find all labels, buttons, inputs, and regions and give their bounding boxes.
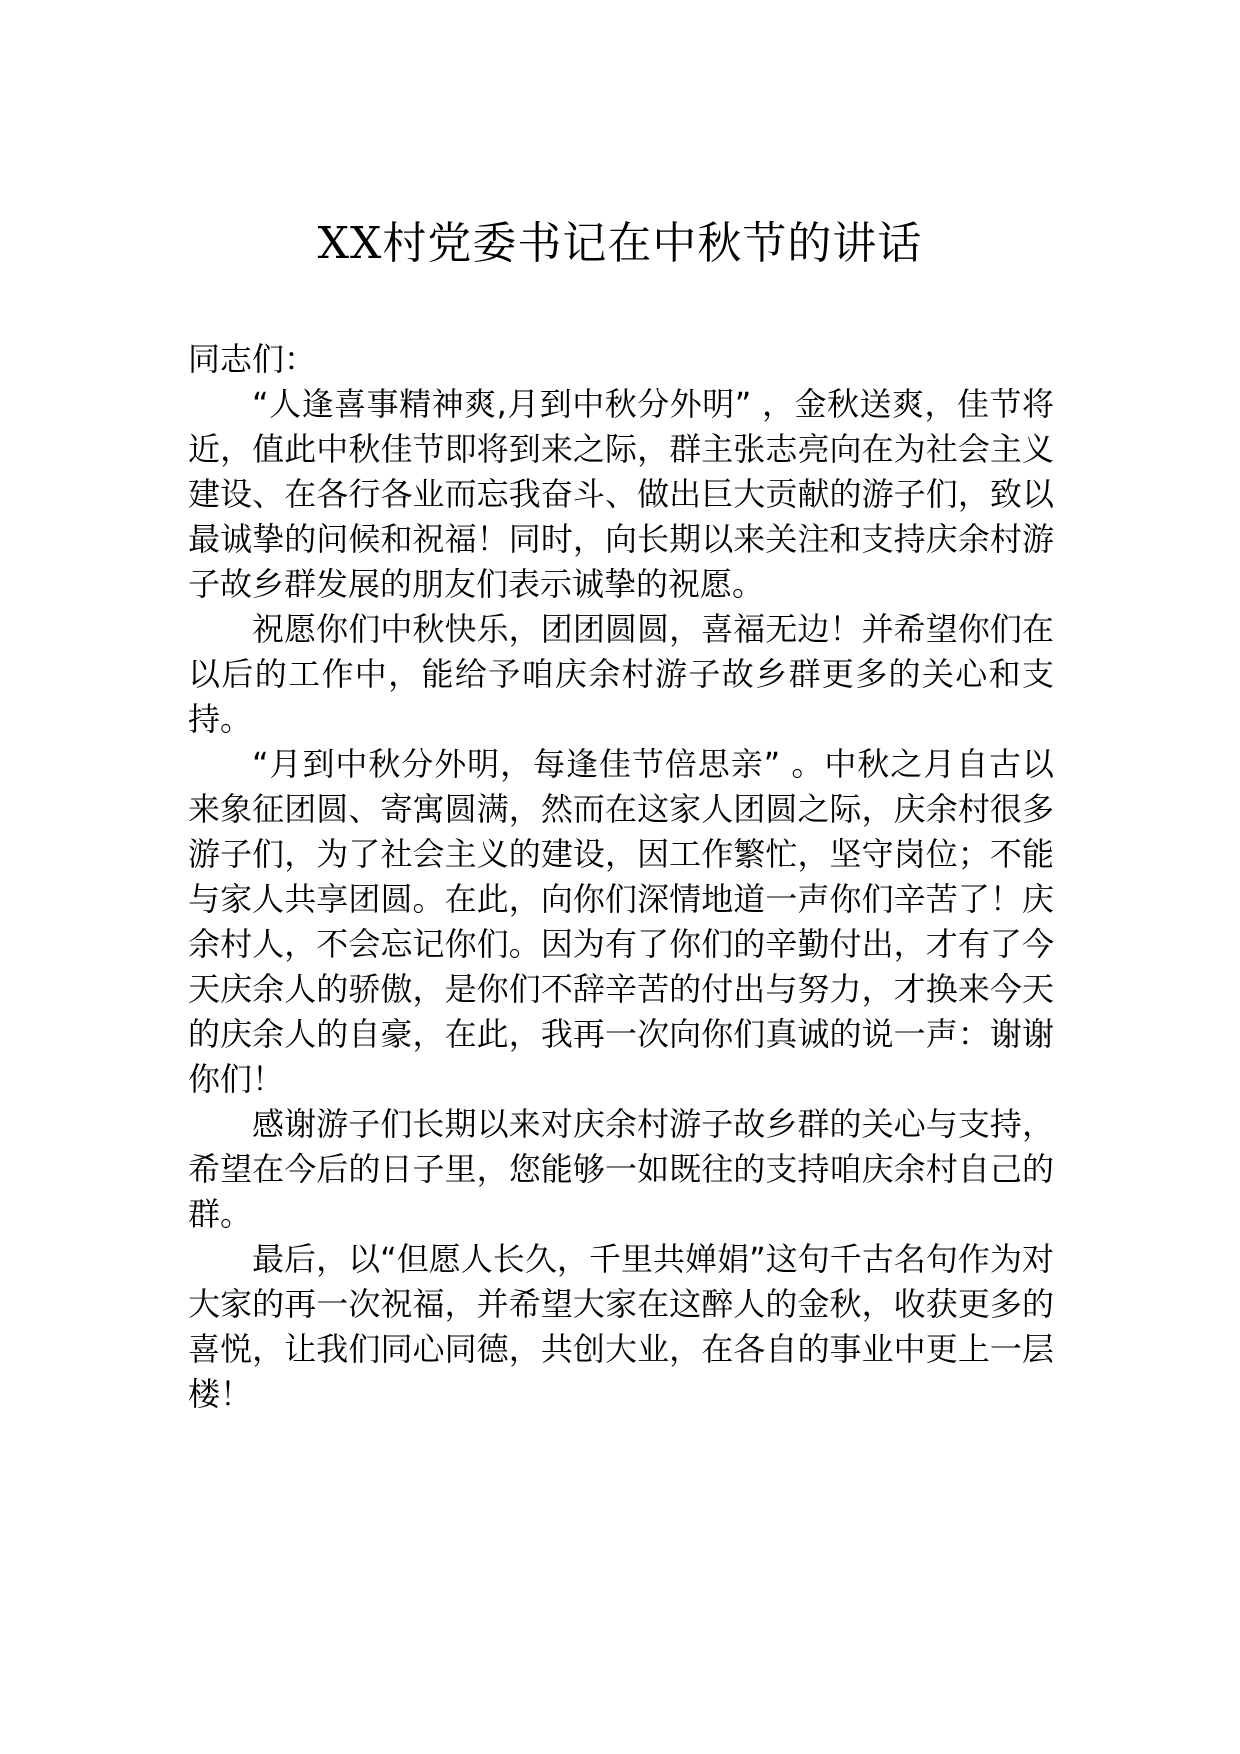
document-body [188, 337, 1054, 1417]
document-title: XX村党委书记在中秋节的讲话 [317, 218, 923, 269]
paragraph-1: “人逢喜事精神爽,月到中秋分外明” ，金秋送爽，佳节将近，值此中秋佳节即将到来之际，群主张志亮向在为社会主义建设、在各行各业而忘我奋斗、做出巨大贡献的游子们，致以最诚挚的问候和祝福！同时，向长期以来关注和支持庆余村游子故乡群发展的朋友们表示诚挚的祝愿。 [188, 385, 1054, 603]
paragraph-2: 祝愿你们中秋快乐，团团圆圆，喜福无边！并希望你们在以后的工作中，能给予咱庆余村游子故乡群更多的关心和支持。 [188, 610, 1054, 738]
paragraph-5: 最后，以“但愿人长久，千里共婵娟”这句千古名句作为对大家的再一次祝福，并希望大家在这醉人的金秋，收获更多的喜悦，让我们同心同德，共创大业，在各自的事业中更上一层楼！ [188, 1240, 1054, 1413]
paragraph-3: “月到中秋分外明，每逢佳节倍思亲” 。中秋之月自古以来象征团圆、寄寓圆满，然而在这家人团圆之际，庆余村很多游子们，为了社会主义的建设，因工作繁忙，坚守岗位；不能与家人共享团圆。在此，向你们深情地道一声你们辛苦了！庆余村人，不会忘记你们。因为有了你们的辛勤付出，才有了今天庆余人的骄傲，是你们不辞辛苦的付出与努力，才换来今天的庆余人的自豪，在此，我再一次向你们真诚的说一声：谢谢你们！ [188, 745, 1054, 1098]
paragraph-4: 感谢游子们长期以来对庆余村游子故乡群的关心与支持，希望在今后的日子里，您能够一如既往的支持咱庆余村自己的群。 [188, 1105, 1054, 1233]
salutation: 同志们： [188, 340, 317, 378]
